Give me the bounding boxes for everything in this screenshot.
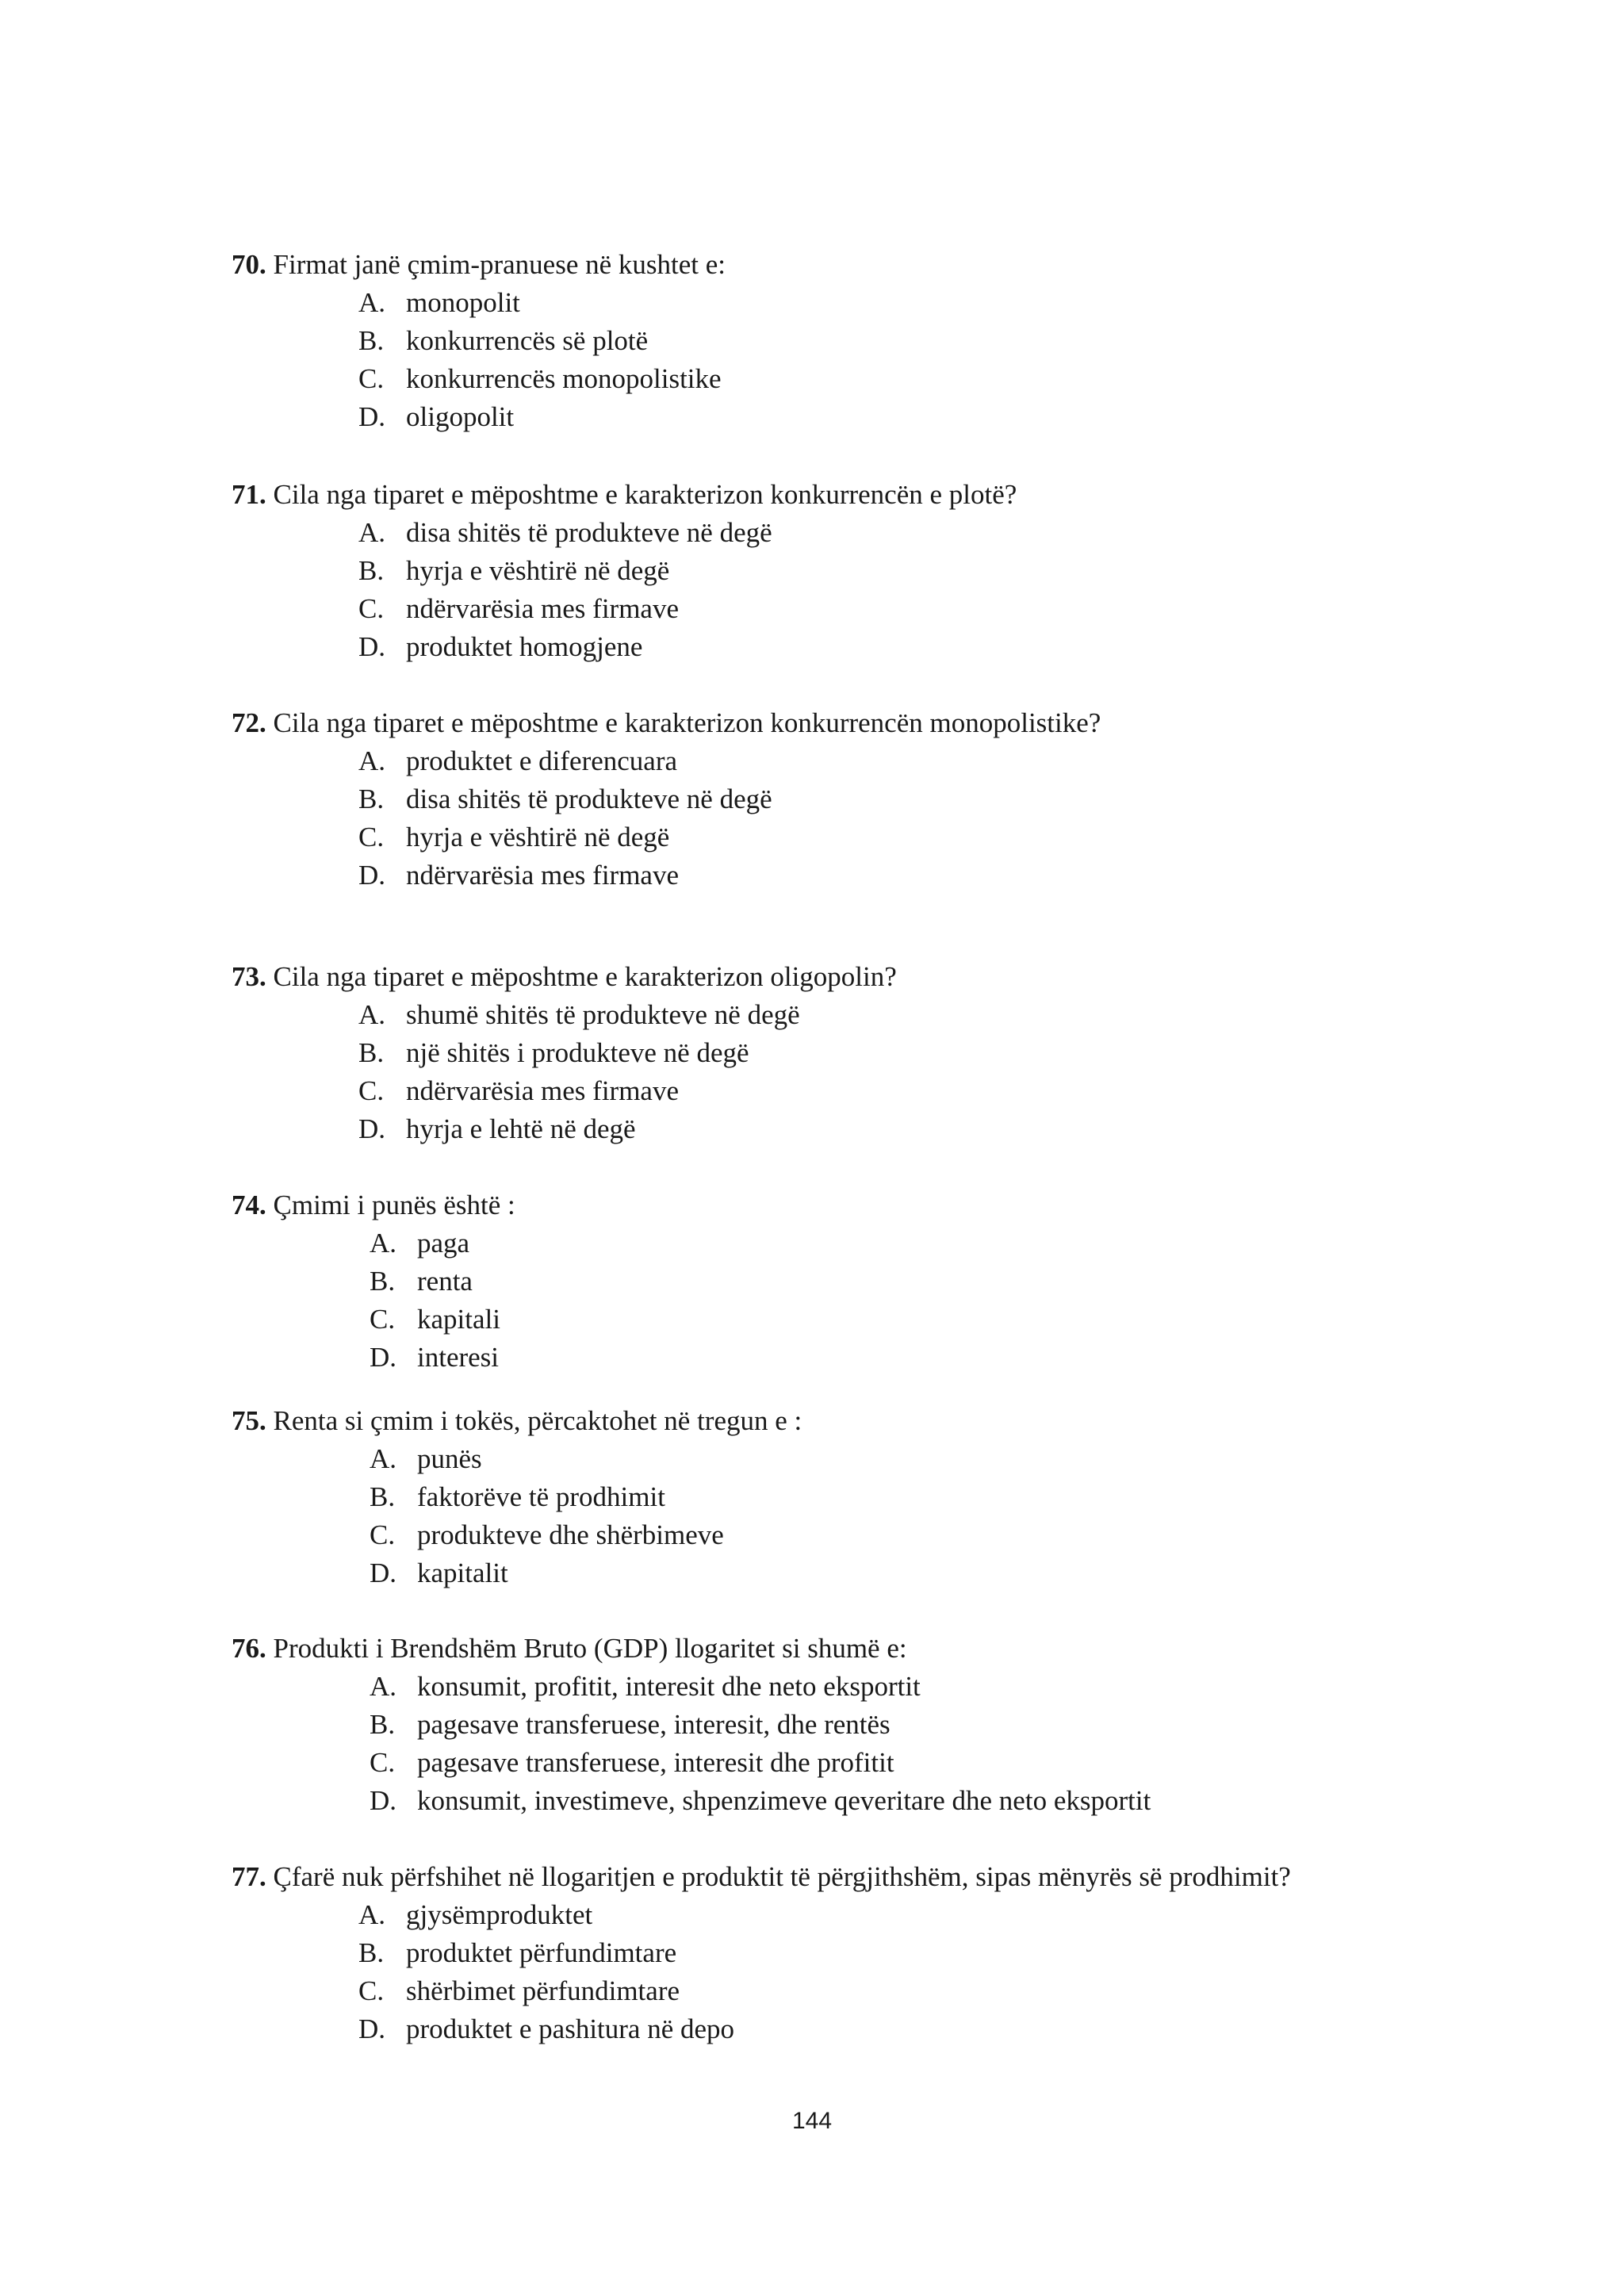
question-stem xyxy=(232,704,1580,742)
option-b xyxy=(232,552,1580,590)
question-number: 72. xyxy=(232,707,266,738)
question-number: 70. xyxy=(232,249,266,280)
question-stem xyxy=(232,1186,1580,1224)
question-stem xyxy=(232,1402,1580,1440)
question-text: Cila nga tiparet e mëposhtme e karakterizon konkurrencën e plotë? xyxy=(273,479,1017,510)
option-text: paga xyxy=(417,1228,470,1259)
option-letter: D. xyxy=(358,860,386,891)
option-letter: C. xyxy=(358,1075,385,1106)
option-letter: C. xyxy=(358,593,385,624)
option-letter: D. xyxy=(358,401,386,432)
option-letter: A. xyxy=(370,1228,397,1259)
question-number: 73. xyxy=(232,961,266,992)
option-text: hyrja e vështirë në degë xyxy=(406,822,670,852)
option-text: renta xyxy=(417,1266,473,1297)
option-text: faktorëve të prodhimit xyxy=(417,1481,665,1512)
option-text: shërbimet përfundimtare xyxy=(406,1975,680,2006)
option-text: një shitës i produkteve në degë xyxy=(406,1037,749,1068)
option-letter: A. xyxy=(358,745,386,776)
option-c xyxy=(232,360,1580,398)
question-text: Cila nga tiparet e mëposhtme e karakterizon konkurrencën monopolistike? xyxy=(273,707,1101,738)
option-letter: D. xyxy=(358,2013,386,2044)
option-text: produktet e pashitura në depo xyxy=(406,2013,735,2044)
option-b xyxy=(232,1934,1580,1972)
option-b xyxy=(232,322,1580,360)
question-text: Firmat janë çmim-pranuese në kushtet e: xyxy=(273,249,726,280)
question-text: Cila nga tiparet e mëposhtme e karakterizon oligopolin? xyxy=(273,961,897,992)
option-letter: B. xyxy=(358,325,385,356)
option-letter: B. xyxy=(358,783,385,814)
option-d xyxy=(232,628,1580,666)
option-b xyxy=(232,1262,1580,1301)
option-text: konsumit, investimeve, shpenzimeve qeveritare dhe neto eksportit xyxy=(417,1785,1151,1816)
option-letter: B. xyxy=(358,1037,385,1068)
option-letter: A. xyxy=(370,1671,397,1702)
option-a xyxy=(232,996,1580,1034)
option-letter: D. xyxy=(358,631,386,662)
option-c xyxy=(232,1301,1580,1339)
question-number: 74. xyxy=(232,1190,266,1220)
option-d xyxy=(232,1339,1580,1377)
option-letter: C. xyxy=(370,1519,396,1550)
option-text: interesi xyxy=(417,1342,500,1373)
option-text: monopolit xyxy=(406,287,520,318)
option-text: ndërvarësia mes firmave xyxy=(406,593,680,624)
option-text: ndërvarësia mes firmave xyxy=(406,860,680,891)
option-a xyxy=(232,1668,1580,1706)
option-a xyxy=(232,742,1580,780)
option-text: konkurrencës monopolistike xyxy=(406,363,722,394)
option-text: produktet përfundimtare xyxy=(406,1937,677,1968)
option-letter: C. xyxy=(358,822,385,852)
question-70 xyxy=(232,246,1580,436)
question-text: Çmimi i punës është : xyxy=(273,1190,515,1220)
option-b xyxy=(232,1034,1580,1072)
option-text: produkteve dhe shërbimeve xyxy=(417,1519,724,1550)
option-d xyxy=(232,1782,1580,1820)
question-number: 76. xyxy=(232,1633,266,1664)
option-text: pagesave transferuese, interesit, dhe rentës xyxy=(417,1709,891,1740)
question-75 xyxy=(232,1402,1580,1592)
option-text: hyrja e vështirë në degë xyxy=(406,555,670,586)
question-73 xyxy=(232,958,1580,1148)
option-a xyxy=(232,514,1580,552)
option-c xyxy=(232,1972,1580,2010)
option-b xyxy=(232,780,1580,818)
option-text: pagesave transferuese, interesit dhe profitit xyxy=(417,1747,894,1778)
option-letter: A. xyxy=(358,999,386,1030)
option-d xyxy=(232,398,1580,436)
option-letter: A. xyxy=(370,1443,397,1474)
question-text: Renta si çmim i tokës, përcaktohet në tregun e : xyxy=(273,1405,802,1436)
option-text: oligopolit xyxy=(406,401,515,432)
option-letter: C. xyxy=(358,1975,385,2006)
option-letter: C. xyxy=(370,1304,396,1335)
option-text: produktet e diferencuara xyxy=(406,745,678,776)
question-stem xyxy=(232,1858,1580,1896)
option-a xyxy=(232,284,1580,322)
option-letter: D. xyxy=(370,1785,397,1816)
question-72 xyxy=(232,704,1580,895)
option-text: shumë shitës të produkteve në degë xyxy=(406,999,800,1030)
question-stem xyxy=(232,958,1580,996)
option-text: ndërvarësia mes firmave xyxy=(406,1075,680,1106)
option-letter: D. xyxy=(370,1342,397,1373)
page-number: 144 xyxy=(791,2108,833,2134)
option-a xyxy=(232,1896,1580,1934)
option-c xyxy=(232,1744,1580,1782)
option-letter: A. xyxy=(358,1899,386,1930)
option-letter: A. xyxy=(358,287,386,318)
question-stem xyxy=(232,1630,1580,1668)
question-stem xyxy=(232,246,1580,284)
option-d xyxy=(232,1554,1580,1592)
option-text: gjysëmproduktet xyxy=(406,1899,593,1930)
question-number: 71. xyxy=(232,479,266,510)
option-b xyxy=(232,1706,1580,1744)
option-text: hyrja e lehtë në degë xyxy=(406,1113,636,1144)
option-d xyxy=(232,2010,1580,2048)
option-a xyxy=(232,1224,1580,1262)
option-text: disa shitës të produkteve në degë xyxy=(406,783,772,814)
option-text: konsumit, profitit, interesit dhe neto eksportit xyxy=(417,1671,921,1702)
question-number: 75. xyxy=(232,1405,266,1436)
option-d xyxy=(232,856,1580,895)
option-letter: B. xyxy=(370,1709,396,1740)
question-number: 77. xyxy=(232,1861,266,1892)
option-text: punës xyxy=(417,1443,482,1474)
option-c xyxy=(232,590,1580,628)
question-77 xyxy=(232,1858,1580,2048)
option-letter: C. xyxy=(370,1747,396,1778)
option-letter: B. xyxy=(358,555,385,586)
option-letter: B. xyxy=(358,1937,385,1968)
option-letter: D. xyxy=(370,1557,397,1588)
option-b xyxy=(232,1478,1580,1516)
option-text: kapitali xyxy=(417,1304,500,1335)
option-d xyxy=(232,1110,1580,1148)
option-letter: B. xyxy=(370,1481,396,1512)
option-c xyxy=(232,818,1580,856)
option-text: produktet homogjene xyxy=(406,631,643,662)
option-c xyxy=(232,1072,1580,1110)
question-76 xyxy=(232,1630,1580,1820)
question-text: Çfarë nuk përfshihet në llogaritjen e produktit të përgjithshëm, sipas mënyrës së prodhimit? xyxy=(273,1861,1291,1892)
option-text: kapitalit xyxy=(417,1557,508,1588)
option-a xyxy=(232,1440,1580,1478)
option-letter: D. xyxy=(358,1113,386,1144)
question-text: Produkti i Brendshëm Bruto (GDP) llogaritet si shumë e: xyxy=(273,1633,907,1664)
option-text: disa shitës të produkteve në degë xyxy=(406,517,772,548)
option-letter: A. xyxy=(358,517,386,548)
option-letter: C. xyxy=(358,363,385,394)
option-text: konkurrencës së plotë xyxy=(406,325,649,356)
option-c xyxy=(232,1516,1580,1554)
question-stem xyxy=(232,476,1580,514)
question-71 xyxy=(232,476,1580,666)
option-letter: B. xyxy=(370,1266,396,1297)
question-74 xyxy=(232,1186,1580,1377)
